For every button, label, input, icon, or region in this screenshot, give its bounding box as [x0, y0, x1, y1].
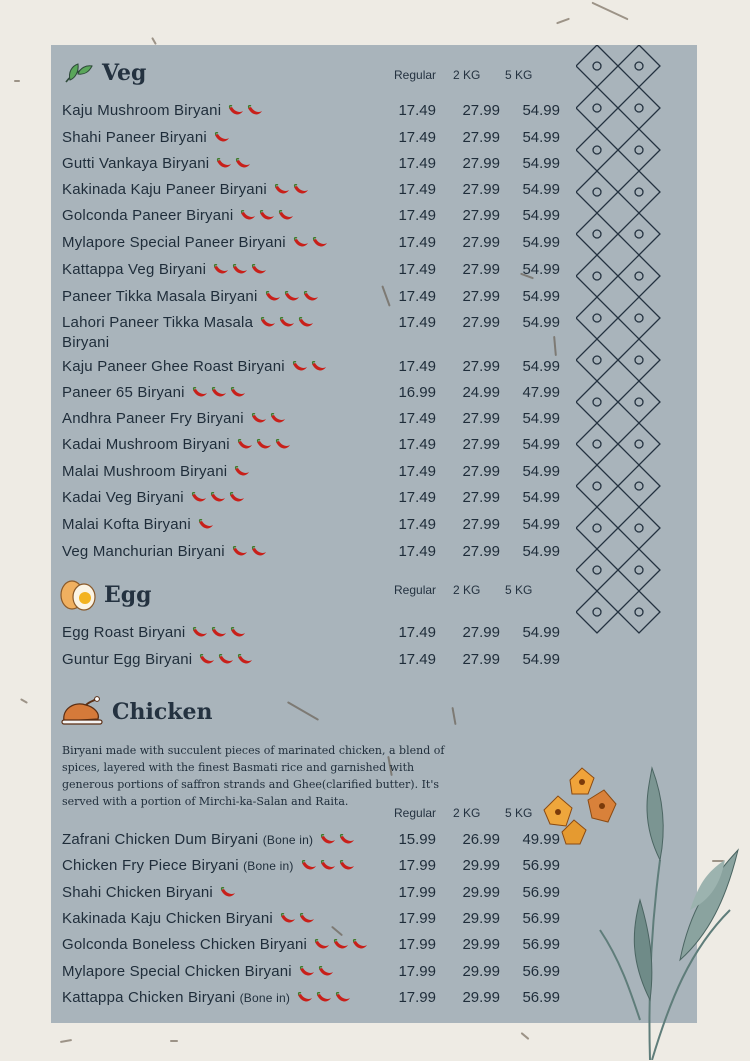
spice-level: [319, 833, 357, 851]
veg-menu-row: [62, 543, 560, 569]
item-name: [62, 234, 330, 254]
red-chili-icon: [302, 291, 320, 303]
veg-menu-row: [62, 410, 560, 436]
price-regular: 17.49: [398, 358, 436, 375]
red-chili-icon: [264, 291, 282, 303]
red-chili-icon: [250, 264, 268, 276]
item-name: [62, 410, 288, 430]
price-5kg: 56.99: [522, 936, 560, 954]
item-name: [62, 489, 247, 509]
spice-level: [264, 290, 321, 308]
price-2kg: 27.99: [462, 516, 500, 533]
red-chili-icon: [258, 210, 276, 222]
item-name-text: Malai Mushroom Biryani: [62, 463, 228, 480]
spice-level: [291, 360, 329, 378]
veg-menu-row: [62, 181, 560, 207]
chicken-header-2kg: 2 KG: [453, 806, 481, 820]
spice-level: [300, 859, 357, 877]
item-name-text: Kaju Mushroom Biryani: [62, 102, 222, 119]
chicken-section-header: [60, 695, 213, 729]
price-2kg: 27.99: [462, 129, 500, 146]
red-chili-icon: [298, 913, 316, 925]
item-name: [62, 857, 357, 877]
red-chili-icon: [351, 939, 369, 951]
spice-level: [191, 626, 248, 644]
veg-menu-row: [62, 155, 560, 181]
veg-header-5kg: 5 KG: [505, 68, 533, 82]
item-name-text: Guntur Egg Biryani: [62, 651, 193, 668]
red-chili-icon: [278, 317, 296, 329]
red-chili-icon: [274, 439, 292, 451]
price-2kg: 27.99: [462, 358, 500, 375]
red-chili-icon: [255, 439, 273, 451]
red-chili-icon: [332, 939, 350, 951]
egg-header-5kg: 5 KG: [505, 583, 533, 597]
price-regular: 17.49: [398, 129, 436, 146]
red-chili-icon: [315, 992, 333, 1004]
red-chili-icon: [311, 237, 329, 249]
chicken-menu-row: [62, 831, 560, 857]
spice-level: [250, 412, 288, 430]
item-name: [62, 181, 311, 201]
price-regular: 16.99: [398, 384, 436, 401]
red-chili-icon: [310, 361, 328, 373]
spice-level: [197, 518, 216, 536]
price-2kg: 29.99: [462, 857, 500, 875]
red-chili-icon: [212, 264, 230, 276]
item-name-text: Paneer 65 Biryani: [62, 384, 185, 401]
red-chili-icon: [298, 966, 316, 978]
red-chili-icon: [313, 939, 331, 951]
egg-icon: [58, 578, 100, 612]
red-chili-icon: [228, 492, 246, 504]
price-regular: 17.49: [398, 489, 436, 506]
leaf-icon: [62, 60, 96, 86]
spice-level: [190, 491, 247, 509]
veg-menu-row: [62, 436, 560, 462]
price-5kg: 56.99: [522, 988, 560, 1006]
item-name-text: Malai Kofta Biryani: [62, 516, 191, 533]
price-regular: 17.99: [398, 857, 436, 875]
price-5kg: 54.99: [522, 436, 560, 453]
item-name: [62, 314, 316, 352]
spice-level: [198, 653, 255, 671]
item-name-text: Paneer Tikka Masala Biryani: [62, 288, 258, 305]
red-chili-icon: [239, 210, 257, 222]
spice-level: [219, 886, 238, 904]
price-2kg: 24.99: [462, 384, 500, 401]
chicken-description: Biryani made with succulent pieces of marinated chicken, a blend of spices, layered with the finest Basmati rice and garnished with generous portions of saffron strands and Ghee(clarified butter). It's served with a portion of Mirchi-ka-Salan and Raita.: [62, 744, 445, 808]
egg-section-title: Egg: [104, 582, 152, 608]
veg-menu-row: [62, 129, 560, 155]
price-2kg: 27.99: [462, 261, 500, 278]
price-regular: 17.49: [398, 410, 436, 427]
price-regular: 17.99: [398, 962, 436, 980]
egg-menu-row: [62, 624, 560, 650]
red-chili-icon: [217, 654, 235, 666]
veg-menu-row: [62, 314, 560, 351]
chicken-menu-row: [62, 909, 560, 936]
item-name: [62, 831, 357, 851]
chicken-menu-row: [62, 883, 560, 910]
red-chili-icon: [259, 317, 277, 329]
red-chili-icon: [296, 992, 314, 1004]
veg-menu-row: [62, 384, 560, 410]
red-chili-icon: [191, 627, 209, 639]
price-2kg: 27.99: [462, 543, 500, 560]
item-name-text: Kakinada Kaju Paneer Biryani: [62, 181, 267, 198]
spice-level: [191, 386, 248, 404]
item-name-text: Egg Roast Biryani: [62, 624, 186, 641]
price-5kg: 56.99: [522, 883, 560, 901]
price-5kg: 54.99: [522, 129, 560, 146]
price-2kg: 27.99: [462, 651, 500, 668]
red-chili-icon: [297, 317, 315, 329]
price-2kg: 29.99: [462, 909, 500, 927]
price-regular: 17.49: [398, 651, 436, 668]
price-2kg: 27.99: [462, 624, 500, 641]
red-chili-icon: [334, 992, 352, 1004]
item-name: [62, 288, 321, 308]
veg-menu-row: [62, 261, 560, 287]
price-regular: 17.99: [398, 909, 436, 927]
spice-level: [279, 912, 317, 930]
item-name: [62, 516, 216, 536]
red-chili-icon: [215, 158, 233, 170]
item-name: [62, 624, 248, 644]
chicken-header-5kg: 5 KG: [505, 806, 533, 820]
price-2kg: 27.99: [462, 234, 500, 251]
chicken-menu-row: [62, 988, 560, 1015]
price-2kg: 27.99: [462, 463, 500, 480]
price-5kg: 54.99: [522, 155, 560, 172]
red-chili-icon: [231, 546, 249, 558]
egg-header-regular: Regular: [394, 583, 437, 597]
price-regular: 17.49: [398, 314, 436, 331]
spice-level: [231, 545, 269, 563]
price-2kg: 27.99: [462, 410, 500, 427]
egg-menu-row: [62, 651, 560, 677]
price-regular: 17.49: [398, 181, 436, 198]
red-chili-icon: [236, 654, 254, 666]
price-5kg: 54.99: [522, 102, 560, 119]
spice-level: [236, 438, 293, 456]
item-name-text: Mylapore Special Paneer Biryani: [62, 234, 286, 251]
chicken-menu-row: [62, 857, 560, 883]
price-5kg: 54.99: [522, 410, 560, 427]
veg-menu-row: [62, 102, 560, 128]
item-name-text: Kattappa Veg Biryani: [62, 261, 207, 278]
veg-section-title: Veg: [102, 60, 147, 86]
veg-menu-row: [62, 207, 560, 233]
price-regular: 17.49: [398, 516, 436, 533]
flower-illustration: [540, 760, 745, 1060]
red-chili-icon: [338, 834, 356, 846]
red-chili-icon: [219, 887, 237, 899]
item-name: [62, 910, 317, 930]
veg-menu-row: [62, 288, 560, 314]
item-name: [62, 543, 269, 563]
red-chili-icon: [250, 546, 268, 558]
item-name-text: Kakinada Kaju Chicken Biryani: [62, 909, 273, 927]
price-2kg: 27.99: [462, 288, 500, 305]
item-suffix: (Bone in): [239, 990, 291, 1005]
item-name-text: Veg Manchurian Biryani: [62, 543, 225, 560]
price-5kg: 54.99: [522, 624, 560, 641]
spice-level: [273, 183, 311, 201]
price-2kg: 29.99: [462, 988, 500, 1006]
price-regular: 17.49: [398, 207, 436, 224]
item-suffix: (Bone in): [243, 859, 294, 874]
price-5kg: 54.99: [522, 651, 560, 668]
egg-section-header: [58, 578, 152, 612]
item-name-text: Andhra Paneer Fry Biryani: [62, 410, 244, 427]
price-regular: 17.99: [398, 936, 436, 954]
red-chili-icon: [236, 439, 254, 451]
price-2kg: 27.99: [462, 155, 500, 172]
veg-menu-row: [62, 358, 560, 384]
red-chili-icon: [300, 860, 318, 872]
spice-level: [259, 316, 316, 334]
red-chili-icon: [338, 860, 356, 872]
red-chili-icon: [234, 158, 252, 170]
price-regular: 17.49: [398, 155, 436, 172]
item-name-text: Kadai Mushroom Biryani: [62, 436, 230, 453]
price-regular: 17.49: [398, 463, 436, 480]
item-name: [62, 989, 353, 1009]
price-5kg: 56.99: [522, 962, 560, 980]
spice-level: [313, 938, 370, 956]
price-5kg: 54.99: [522, 543, 560, 560]
price-5kg: 54.99: [522, 516, 560, 533]
red-chili-icon: [231, 264, 249, 276]
item-name-text: Golconda Boneless Chicken Biryani: [62, 936, 308, 954]
spice-level: [215, 157, 253, 175]
red-chili-icon: [273, 184, 291, 196]
price-regular: 17.99: [398, 988, 436, 1006]
red-chili-icon: [319, 860, 337, 872]
spice-level: [233, 465, 252, 483]
veg-menu-row: [62, 489, 560, 515]
item-name: [62, 358, 329, 378]
spice-level: [298, 965, 336, 983]
item-name-text: Shahi Paneer Biryani: [62, 129, 207, 146]
price-5kg: 56.99: [522, 857, 560, 875]
price-2kg: 29.99: [462, 962, 500, 980]
price-regular: 17.99: [398, 883, 436, 901]
item-name-text: Mylapore Special Chicken Biryani: [62, 962, 292, 980]
chicken-menu-row: [62, 962, 560, 989]
red-chili-icon: [292, 237, 310, 249]
item-name: [62, 261, 269, 281]
spice-level: [212, 263, 269, 281]
red-chili-icon: [229, 627, 247, 639]
price-2kg: 27.99: [462, 181, 500, 198]
price-5kg: 54.99: [522, 207, 560, 224]
price-5kg: 54.99: [522, 489, 560, 506]
egg-header-2kg: 2 KG: [453, 583, 481, 597]
item-name-text: Shahi Chicken Biryani: [62, 883, 213, 901]
red-chili-icon: [317, 966, 335, 978]
red-chili-icon: [291, 361, 309, 373]
red-chili-icon: [250, 413, 268, 425]
veg-menu-row: [62, 463, 560, 489]
chicken-section-title: Chicken: [112, 699, 213, 725]
price-2kg: 26.99: [462, 831, 500, 848]
red-chili-icon: [269, 413, 287, 425]
item-name: [62, 129, 232, 149]
chicken-header-regular: Regular: [394, 806, 437, 820]
item-name-line2: Biryani: [62, 334, 110, 351]
item-name: [62, 651, 255, 671]
price-regular: 17.49: [398, 234, 436, 251]
veg-header-2kg: 2 KG: [453, 68, 481, 82]
price-regular: 15.99: [398, 831, 436, 848]
red-chili-icon: [190, 492, 208, 504]
price-2kg: 27.99: [462, 102, 500, 119]
price-5kg: 56.99: [522, 909, 560, 927]
red-chili-icon: [197, 519, 215, 531]
price-2kg: 29.99: [462, 883, 500, 901]
red-chili-icon: [209, 492, 227, 504]
item-name-text: Lahori Paneer Tikka Masala: [62, 314, 254, 331]
price-5kg: 54.99: [522, 314, 560, 331]
red-chili-icon: [319, 834, 337, 846]
red-chili-icon: [292, 184, 310, 196]
item-name-text: Golconda Paneer Biryani: [62, 207, 234, 224]
price-5kg: 47.99: [522, 384, 560, 401]
red-chili-icon: [210, 627, 228, 639]
price-5kg: 54.99: [522, 463, 560, 480]
price-regular: 17.49: [398, 436, 436, 453]
price-regular: 17.49: [398, 102, 436, 119]
diamond-pattern-decoration: [576, 45, 666, 665]
veg-section-header: [62, 60, 146, 86]
red-chili-icon: [191, 387, 209, 399]
price-2kg: 27.99: [462, 314, 500, 331]
item-name-text: Kattappa Chicken Biryani: [62, 988, 236, 1006]
item-name-text: Zafrani Chicken Dum Biryani: [62, 831, 259, 848]
red-chili-icon: [213, 132, 231, 144]
price-2kg: 27.99: [462, 436, 500, 453]
red-chili-icon: [279, 913, 297, 925]
red-chili-icon: [233, 466, 251, 478]
spice-level: [213, 131, 232, 149]
price-2kg: 29.99: [462, 936, 500, 954]
spice-level: [239, 209, 296, 227]
price-regular: 17.49: [398, 624, 436, 641]
item-name: [62, 436, 293, 456]
chicken-menu-row: [62, 936, 560, 962]
spice-level: [292, 236, 330, 254]
item-name-text: Gutti Vankaya Biryani: [62, 155, 210, 172]
veg-menu-row: [62, 516, 560, 542]
price-2kg: 27.99: [462, 489, 500, 506]
item-name: [62, 155, 253, 175]
price-5kg: 54.99: [522, 358, 560, 375]
item-name: [62, 384, 248, 404]
item-name: [62, 963, 336, 983]
price-regular: 17.49: [398, 543, 436, 560]
price-5kg: 54.99: [522, 181, 560, 198]
price-5kg: 54.99: [522, 234, 560, 251]
roast-chicken-icon: [60, 695, 104, 729]
item-name: [62, 207, 296, 227]
red-chili-icon: [198, 654, 216, 666]
item-name-text: Kadai Veg Biryani: [62, 489, 184, 506]
price-regular: 17.49: [398, 288, 436, 305]
red-chili-icon: [277, 210, 295, 222]
price-5kg: 54.99: [522, 288, 560, 305]
item-name-text: Kaju Paneer Ghee Roast Biryani: [62, 358, 285, 375]
item-suffix: (Bone in): [262, 833, 314, 847]
spice-level: [296, 991, 353, 1009]
veg-header-regular: Regular: [394, 68, 437, 82]
veg-menu-row: [62, 234, 560, 260]
item-name-text: Chicken Fry Piece Biryani: [62, 857, 239, 875]
price-5kg: 54.99: [522, 261, 560, 278]
item-name: [62, 884, 238, 904]
item-name: [62, 102, 265, 122]
red-chili-icon: [210, 387, 228, 399]
price-5kg: 49.99: [522, 831, 560, 848]
red-chili-icon: [283, 291, 301, 303]
item-name: [62, 463, 252, 483]
price-2kg: 27.99: [462, 207, 500, 224]
red-chili-icon: [229, 387, 247, 399]
red-chili-icon: [246, 105, 264, 117]
spice-level: [227, 104, 265, 122]
price-regular: 17.49: [398, 261, 436, 278]
item-name: [62, 936, 370, 956]
red-chili-icon: [227, 105, 245, 117]
